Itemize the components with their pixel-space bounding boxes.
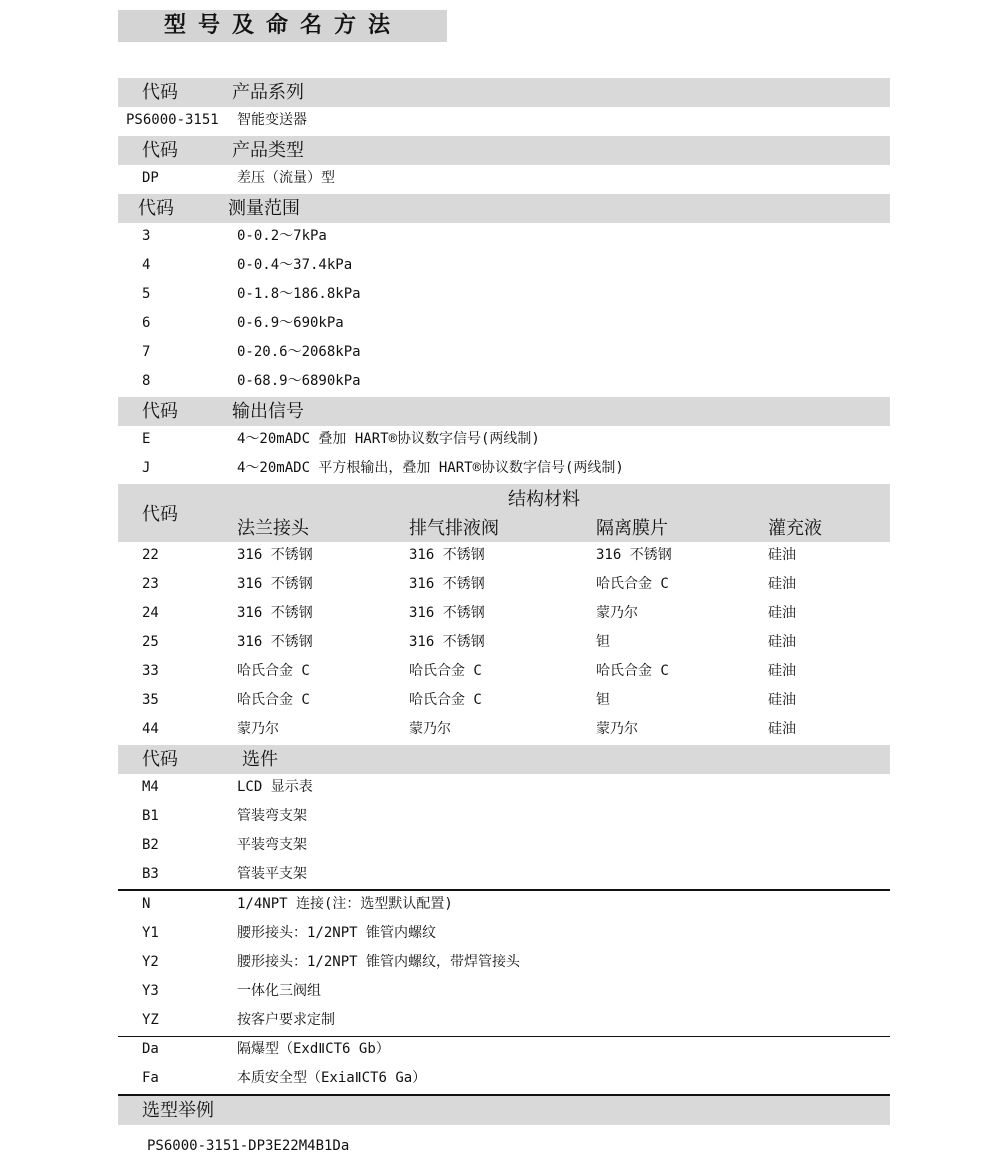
row-flange: 316 不锈钢: [237, 605, 313, 621]
table-row: [118, 831, 890, 860]
column-header-fill: 灌充液: [768, 518, 822, 539]
code-label: 代码: [142, 82, 178, 103]
row-desc: 按客户要求定制: [237, 1012, 335, 1028]
code-label: 代码: [142, 749, 178, 770]
row-code: 4: [142, 257, 151, 273]
table-row: [118, 1006, 890, 1035]
row-vent: 哈氏合金 C: [409, 663, 482, 679]
row-code: B2: [142, 837, 159, 853]
row-diaphragm: 蒙乃尔: [596, 605, 638, 621]
row-desc: 4～20mADC 平方根输出，叠加 HART®协议数字信号(两线制): [237, 460, 624, 476]
row-vent: 哈氏合金 C: [409, 692, 482, 708]
row-desc: 0-6.9～690kPa: [237, 315, 344, 331]
row-desc: 4～20mADC 叠加 HART®协议数字信号(两线制): [237, 431, 540, 447]
row-code: Da: [142, 1041, 159, 1057]
table-row: [118, 773, 890, 802]
section-title: 测量范围: [228, 198, 300, 219]
row-code: N: [142, 896, 151, 912]
row-fill: 硅油: [768, 634, 796, 650]
table-row: [118, 570, 890, 599]
row-code: Y1: [142, 925, 159, 941]
row-code: 22: [142, 547, 159, 563]
section-title: 选型举例: [142, 1100, 214, 1121]
table-row: [118, 309, 890, 338]
row-desc: 腰形接头：1/2NPT 锥管内螺纹，带焊管接头: [237, 954, 520, 970]
row-desc: 0-68.9～6890kPa: [237, 373, 361, 389]
row-vent: 蒙乃尔: [409, 721, 451, 737]
section-title: 产品系列: [232, 82, 304, 103]
row-code: 6: [142, 315, 151, 331]
row-desc: 智能变送器: [237, 112, 307, 128]
row-code: PS6000-3151: [126, 112, 219, 128]
row-code: 8: [142, 373, 151, 389]
row-fill: 硅油: [768, 576, 796, 592]
row-code: DP: [142, 170, 159, 186]
section-header-options: [118, 745, 890, 774]
row-desc: 0-20.6～2068kPa: [237, 344, 361, 360]
section-title: 选件: [242, 749, 278, 770]
row-vent: 316 不锈钢: [409, 576, 485, 592]
row-desc: 0-0.4～37.4kPa: [237, 257, 353, 273]
row-desc: LCD 显示表: [237, 779, 313, 795]
row-diaphragm: 316 不锈钢: [596, 547, 672, 563]
table-row: [118, 890, 890, 919]
row-flange: 蒙乃尔: [237, 721, 279, 737]
table-row: [118, 222, 890, 251]
table-row: [118, 657, 890, 686]
row-code: J: [142, 460, 151, 476]
row-flange: 316 不锈钢: [237, 547, 313, 563]
code-label: 代码: [142, 401, 178, 422]
row-desc: 管装弯支架: [237, 808, 307, 824]
row-code: 5: [142, 286, 151, 302]
row-desc: 本质安全型（ExiaⅡCT6 Ga）: [237, 1070, 427, 1086]
section-title: 结构材料: [508, 489, 580, 510]
row-flange: 316 不锈钢: [237, 634, 313, 650]
table-row: [118, 802, 890, 831]
section-header-type: [118, 136, 890, 165]
row-code: 25: [142, 634, 159, 650]
row-desc: 腰形接头：1/2NPT 锥管内螺纹: [237, 925, 437, 941]
row-desc: 管装平支架: [237, 866, 307, 882]
row-diaphragm: 蒙乃尔: [596, 721, 638, 737]
row-code: Fa: [142, 1070, 159, 1086]
row-code: 24: [142, 605, 159, 621]
row-fill: 硅油: [768, 663, 796, 679]
table-row: [118, 919, 890, 948]
table-row: [118, 1064, 890, 1093]
row-fill: 硅油: [768, 721, 796, 737]
section-title: 输出信号: [232, 401, 304, 422]
row-code: 44: [142, 721, 159, 737]
row-flange: 哈氏合金 C: [237, 692, 310, 708]
row-code: 7: [142, 344, 151, 360]
row-code: YZ: [142, 1012, 159, 1028]
table-row: [118, 977, 890, 1006]
table-row: [118, 454, 890, 483]
row-desc: 差压（流量）型: [237, 170, 335, 186]
section-header-material: [118, 484, 890, 542]
row-flange: 316 不锈钢: [237, 576, 313, 592]
row-desc: 0-0.2～7kPa: [237, 228, 327, 244]
example-code: PS6000-3151-DP3E22M4B1Da: [147, 1138, 350, 1154]
row-code: Y3: [142, 983, 159, 999]
row-fill: 硅油: [768, 692, 796, 708]
section-header-output: [118, 397, 890, 426]
column-header-vent: 排气排液阀: [409, 518, 499, 539]
row-fill: 硅油: [768, 547, 796, 563]
table-row: [118, 628, 890, 657]
row-code: Y2: [142, 954, 159, 970]
row-vent: 316 不锈钢: [409, 634, 485, 650]
section-header-range: [118, 194, 890, 223]
row-code: B3: [142, 866, 159, 882]
page-title: 型号及命名方法: [118, 10, 447, 42]
row-code: M4: [142, 779, 159, 795]
table-row: [118, 164, 890, 193]
code-label: 代码: [138, 198, 174, 219]
row-diaphragm: 钽: [596, 692, 610, 708]
row-desc: 隔爆型（ExdⅡCT6 Gb）: [237, 1041, 390, 1057]
table-row: [118, 948, 890, 977]
section-header-series: [118, 78, 890, 107]
row-code: E: [142, 431, 151, 447]
row-code: B1: [142, 808, 159, 824]
row-vent: 316 不锈钢: [409, 605, 485, 621]
row-desc: 平装弯支架: [237, 837, 307, 853]
code-label: 代码: [142, 504, 178, 525]
row-code: 3: [142, 228, 151, 244]
code-label: 代码: [142, 140, 178, 161]
table-row: [118, 425, 890, 454]
table-row: [118, 280, 890, 309]
section-title: 产品类型: [232, 140, 304, 161]
column-header-diaphragm: 隔离膜片: [596, 518, 668, 539]
table-row: [118, 106, 890, 135]
row-desc: 1/4NPT 连接(注：选型默认配置): [237, 896, 453, 912]
table-row: [118, 367, 890, 396]
row-diaphragm: 钽: [596, 634, 610, 650]
row-code: 33: [142, 663, 159, 679]
row-vent: 316 不锈钢: [409, 547, 485, 563]
row-diaphragm: 哈氏合金 C: [596, 576, 669, 592]
table-row: [118, 1035, 890, 1064]
row-diaphragm: 哈氏合金 C: [596, 663, 669, 679]
table-row: [118, 251, 890, 280]
row-fill: 硅油: [768, 605, 796, 621]
row-code: 23: [142, 576, 159, 592]
column-header-flange: 法兰接头: [237, 518, 309, 539]
row-desc: 一体化三阀组: [237, 983, 321, 999]
row-desc: 0-1.8～186.8kPa: [237, 286, 361, 302]
table-row: [118, 541, 890, 570]
table-row: [118, 686, 890, 715]
table-row: [118, 599, 890, 628]
row-flange: 哈氏合金 C: [237, 663, 310, 679]
table-row: [118, 860, 890, 889]
table-row: [118, 338, 890, 367]
row-code: 35: [142, 692, 159, 708]
table-row: [118, 715, 890, 744]
section-header-example: [118, 1096, 890, 1125]
